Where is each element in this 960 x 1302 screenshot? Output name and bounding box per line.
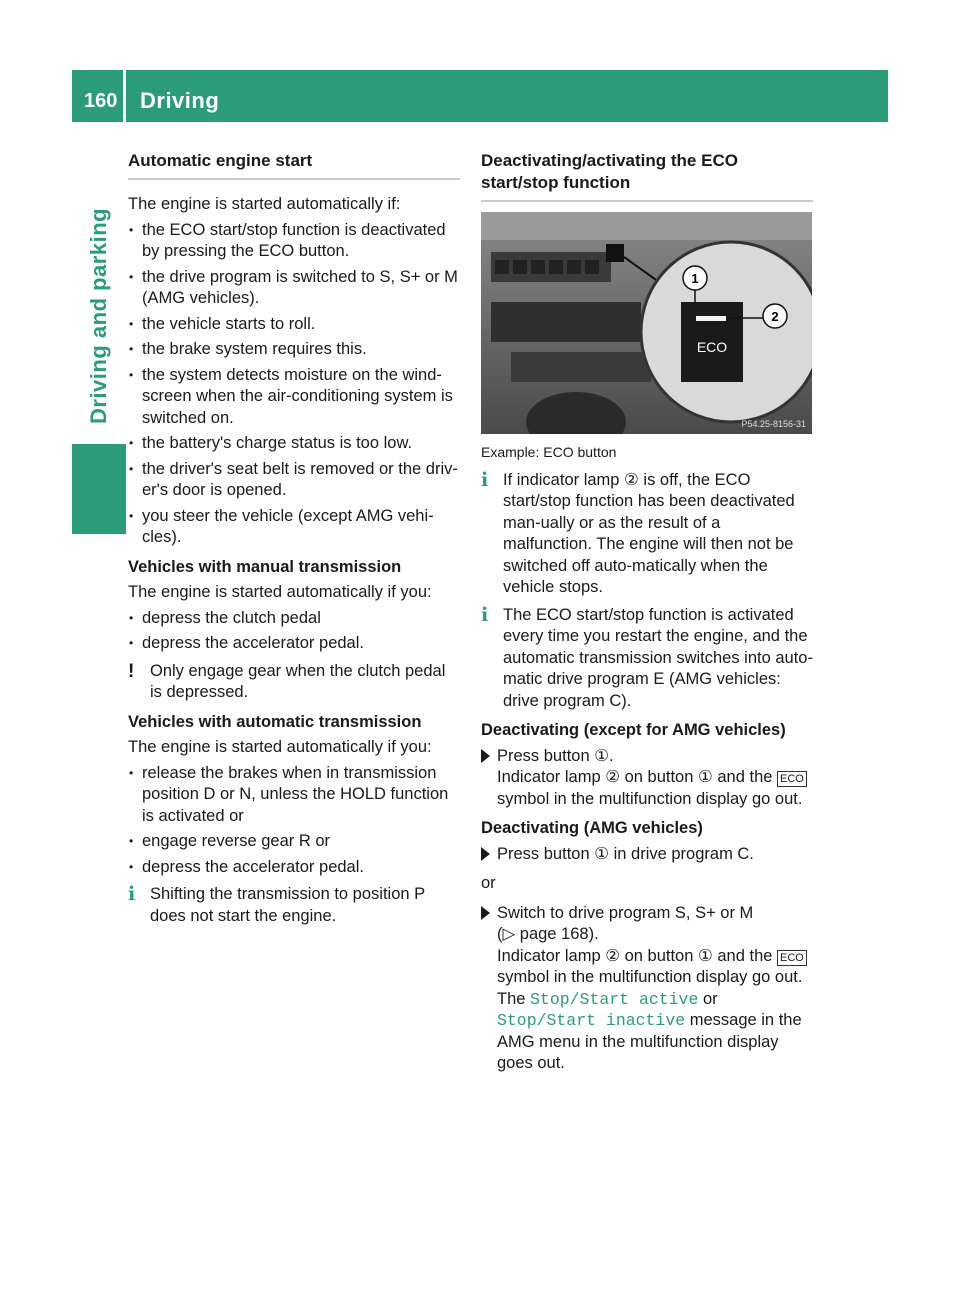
list-item: • the ECO start/stop function is deactivated by pressing the ECO button. — [128, 220, 460, 263]
intro-text: The engine is started automatically if: — [128, 195, 401, 213]
step-text: symbol in the multifunction display go out. — [497, 789, 803, 808]
step-text: The — [497, 989, 526, 1008]
info-text: Shifting the transmission to position P does not start the engine. — [150, 885, 425, 925]
eco-button-figure — [481, 212, 812, 434]
step-arrow-icon — [481, 906, 490, 920]
list-item: • depress the clutch pedal — [128, 608, 460, 630]
info-note — [481, 470, 813, 599]
info-note — [481, 605, 813, 713]
callout-1: 1 — [691, 271, 699, 286]
section-title: Driving — [140, 88, 220, 113]
info-icon: i — [481, 603, 489, 626]
start-conditions-list — [128, 220, 460, 549]
page-reference-link[interactable]: (▷ page 168). — [497, 925, 599, 943]
info-icon: i — [128, 883, 136, 905]
list-item: • the battery's charge status is too low. — [128, 433, 460, 455]
eco-symbol-icon: ECO — [777, 771, 807, 787]
eco-symbol-icon: ECO — [777, 950, 807, 966]
step-text: Indicator lamp ② on button ① and the — [497, 768, 773, 786]
info-note — [128, 884, 460, 927]
info-icon: i — [481, 468, 489, 491]
page-number: 160 — [84, 90, 118, 112]
step-text: Press button ① in drive program C. — [497, 844, 754, 863]
list-item: • the driver's seat belt is removed or the driv-er's door is opened. — [128, 459, 460, 502]
step-arrow-icon — [481, 847, 490, 861]
step-text: symbol in the multifunction display go out. — [497, 968, 803, 986]
warning-text: Only engage gear when the clutch pedal is depressed. — [150, 661, 446, 701]
warning-icon: ! — [128, 660, 135, 682]
heading-deactivating-non-amg: Deactivating (except for AMG vehicles) — [481, 721, 786, 739]
heading-deactivating-amg: Deactivating (AMG vehicles) — [481, 819, 703, 837]
auto-intro: The engine is started automatically if you: — [128, 738, 432, 756]
step-text: or — [702, 989, 718, 1008]
sidebar-label: Driving and parking — [86, 207, 111, 424]
info-text: The ECO start/stop function is activated every time you restart the engine, and the automatic transmission switches into auto-matic drive program E (AMG vehicles: drive program C). — [503, 605, 813, 710]
page-header — [72, 70, 888, 122]
step-text: Switch to drive program S, S+ or M — [497, 903, 754, 922]
instruction-step — [481, 746, 813, 811]
step-text: message in the AMG menu in the multifunction display goes out. — [497, 1011, 802, 1072]
list-item: • depress the accelerator pedal. — [128, 857, 460, 879]
instruction-step — [481, 844, 813, 866]
list-item: • engage reverse gear R or — [128, 831, 460, 853]
right-column — [481, 150, 813, 1079]
info-text: If indicator lamp ② is off, the ECO start/stop function has been deactivated man-ually or as the result of a malfunction. The engine will then not be switched off auto-matically when the vehicle stops. — [503, 470, 795, 596]
list-item: • release the brakes when in transmission position D or N, unless the HOLD function is activated or — [128, 763, 460, 828]
instruction-step — [481, 903, 813, 1075]
step-text: Press button ①. — [497, 746, 614, 765]
left-column — [128, 150, 460, 933]
step-arrow-icon — [481, 749, 490, 763]
display-message-active: Stop/Start active — [530, 989, 699, 1009]
figure-code: P54.25-8156-31 — [741, 419, 806, 429]
figure-caption: Example: ECO button — [481, 444, 617, 460]
list-item: • the system detects moisture on the wind-screen when the air-conditioning system is switched on. — [128, 365, 460, 430]
or-text: or — [481, 874, 496, 892]
list-item: • the vehicle starts to roll. — [128, 314, 460, 336]
list-item: • you steer the vehicle (except AMG vehi-cles). — [128, 506, 460, 549]
auto-list — [128, 763, 460, 879]
sidebar-tab — [72, 444, 126, 534]
eco-button-label: ECO — [696, 339, 728, 355]
header-divider — [123, 70, 126, 122]
heading-automatic-engine-start: Automatic engine start — [128, 150, 460, 180]
step-text: Indicator lamp ② on button ① and the — [497, 946, 773, 965]
heading-automatic-transmission: Vehicles with automatic transmission — [128, 712, 422, 731]
display-message-inactive: Stop/Start inactive — [497, 1011, 686, 1030]
manual-intro: The engine is started automatically if you: — [128, 583, 432, 601]
warning-note — [128, 661, 460, 704]
list-item: • the drive program is switched to S, S+ or M (AMG vehicles). — [128, 267, 460, 310]
heading-manual-transmission: Vehicles with manual transmission — [128, 557, 402, 576]
list-item: • the brake system requires this. — [128, 339, 460, 361]
callout-2: 2 — [771, 309, 779, 324]
manual-list — [128, 608, 460, 655]
list-item: • depress the accelerator pedal. — [128, 633, 460, 655]
heading-eco-start-stop: Deactivating/activating the ECO start/stop function — [481, 150, 813, 202]
console-illustration — [481, 212, 812, 434]
